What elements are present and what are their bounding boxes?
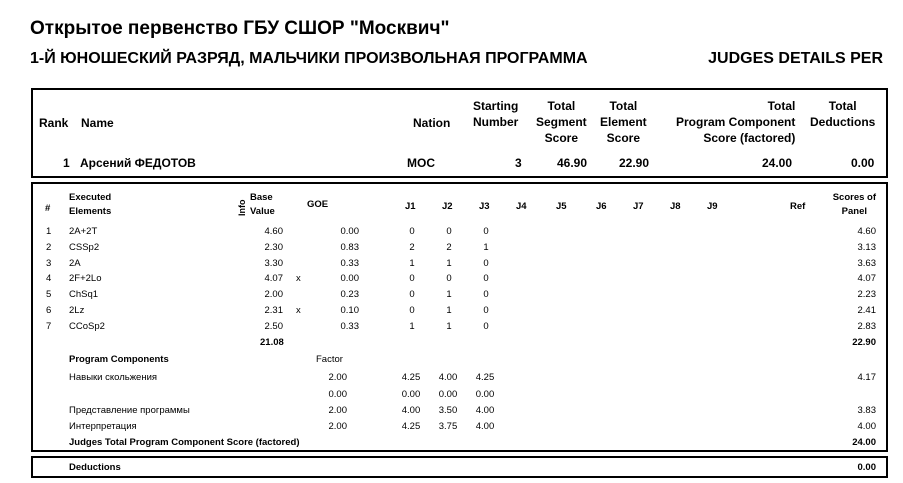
j9-header: J9 (707, 201, 718, 212)
j8-header: J8 (670, 201, 681, 212)
element-goe: 0.33 (340, 257, 359, 269)
element-base-value: 2.00 (264, 289, 283, 301)
element-base-value: 3.30 (264, 257, 283, 269)
total-pcs-header: Total Program Component Score (factored) (676, 99, 796, 145)
judge-2-score: 1 (446, 320, 452, 332)
element-panel-score: 2.23 (857, 289, 876, 301)
total-deductions-header: Total Deductions (810, 99, 876, 129)
component-factor: 2.00 (328, 421, 347, 432)
judge-1-score: 4.00 (401, 405, 421, 416)
element-goe: 0.00 (340, 226, 359, 237)
element-panel-score: 4.60 (857, 226, 876, 237)
event-title: Открытое первенство ГБУ СШОР "Москвич" (30, 18, 450, 39)
element-row (33, 242, 886, 258)
element-row (33, 273, 886, 289)
element-name: 2Lz (69, 305, 85, 316)
element-name: CCoSp2 (69, 320, 105, 332)
j3-header: J3 (479, 201, 490, 212)
element-goe: 0.23 (340, 289, 359, 301)
element-name: 2A (69, 257, 81, 269)
program-component-row (33, 372, 886, 388)
element-base-value: 2.50 (264, 320, 283, 332)
nation-header: Nation (413, 116, 451, 130)
j7-header: J7 (633, 201, 644, 212)
base-value-header: Base Value (250, 192, 275, 217)
skater-starting-number: 3 (515, 156, 522, 170)
judge-1-score: 0 (409, 273, 415, 285)
judge-3-score: 4.00 (475, 421, 495, 432)
elements-total-score: 22.90 (852, 337, 876, 348)
judge-2-score: 1 (446, 257, 452, 269)
judge-1-score: 4.25 (401, 421, 421, 432)
element-number: 1 (46, 226, 52, 237)
judge-2-score: 3.50 (438, 405, 458, 416)
judge-3-score: 0.00 (475, 389, 495, 400)
judge-1-score: 1 (409, 320, 415, 332)
element-row (33, 289, 886, 305)
skater-total-pcs: 24.00 (762, 156, 793, 170)
skater-rank: 1 (63, 156, 70, 170)
judge-3-score: 0 (483, 305, 489, 316)
ref-header: Ref (790, 201, 806, 212)
element-panel-score: 3.63 (857, 257, 876, 269)
pcs-total-label: Judges Total Program Component Score (factored) (69, 437, 300, 448)
program-component-row (33, 421, 886, 437)
element-base-value: 4.60 (264, 226, 283, 237)
judge-1-score: 1 (409, 257, 415, 269)
component-factor: 0.00 (328, 389, 347, 400)
element-goe: 0.83 (340, 241, 359, 253)
judge-2-score: 1 (446, 289, 452, 301)
element-base-value: 2.30 (264, 241, 283, 253)
component-panel-score: 4.17 (857, 372, 876, 383)
judge-2-score: 0.00 (438, 389, 458, 400)
element-info: x (296, 305, 301, 316)
element-goe: 0.10 (340, 305, 359, 316)
judge-2-score: 3.75 (438, 421, 458, 432)
judge-2-score: 1 (446, 305, 452, 316)
num-header: # (45, 203, 51, 214)
judge-3-score: 0 (483, 226, 489, 237)
element-row (33, 226, 886, 242)
deductions-box (31, 456, 888, 478)
judge-1-score: 2 (409, 241, 415, 253)
judge-1-score: 0 (409, 289, 415, 301)
skater-total-deductions: 0.00 (851, 156, 875, 170)
skater-total-segment: 46.90 (557, 156, 588, 170)
element-number: 4 (46, 273, 52, 285)
element-row (33, 321, 886, 337)
category-subtitle: 1-Й ЮНОШЕСКИЙ РАЗРЯД, МАЛЬЧИКИ ПРОИЗВОЛЬНАЯ ПРОГРАММА (30, 50, 588, 67)
element-number: 6 (46, 305, 52, 316)
element-name: ChSq1 (69, 289, 99, 301)
executed-elements-header: Executed Elements (69, 192, 112, 217)
judge-3-score: 4.00 (475, 405, 495, 416)
judge-2-score: 4.00 (438, 372, 458, 383)
judge-2-score: 2 (446, 241, 452, 253)
program-component-row (33, 389, 886, 405)
j5-header: J5 (556, 201, 567, 212)
component-name: Представление программы (69, 405, 190, 416)
j4-header: J4 (516, 201, 527, 212)
rank-header: Rank (39, 116, 69, 130)
summary-box (31, 88, 888, 178)
deductions-value: 0.00 (857, 462, 876, 473)
element-panel-score: 2.83 (857, 320, 876, 332)
element-name: CSSp2 (69, 241, 100, 253)
element-goe: 0.00 (340, 273, 359, 285)
element-row (33, 305, 886, 321)
j1-header: J1 (405, 201, 416, 212)
program-component-row (33, 405, 886, 421)
element-panel-score: 2.41 (857, 305, 876, 316)
judge-3-score: 4.25 (475, 372, 495, 383)
factor-label: Factor (316, 354, 343, 365)
judge-1-score: 0 (409, 305, 415, 316)
program-components-label: Program Components (69, 354, 169, 365)
pcs-total-score: 24.00 (852, 437, 876, 448)
skater-nation: MOC (407, 156, 435, 170)
component-factor: 2.00 (328, 405, 347, 416)
j6-header: J6 (596, 201, 607, 212)
judge-3-score: 0 (483, 273, 489, 285)
element-name: 2A+2T (69, 226, 98, 237)
component-name: Интерпретация (69, 421, 137, 432)
component-panel-score: 3.83 (857, 405, 876, 416)
scores-of-panel-header: Scores of Panel (832, 192, 876, 217)
judge-3-score: 0 (483, 257, 489, 269)
judge-1-score: 0.00 (401, 389, 421, 400)
element-number: 2 (46, 241, 52, 253)
element-number: 7 (46, 320, 52, 332)
element-number: 5 (46, 289, 52, 301)
elements-total-base: 21.08 (260, 337, 284, 348)
total-element-header: Total Element Score (600, 99, 647, 145)
deductions-label: Deductions (69, 462, 121, 473)
j2-header: J2 (442, 201, 453, 212)
element-row (33, 258, 886, 274)
judge-3-score: 0 (483, 320, 489, 332)
judge-3-score: 0 (483, 289, 489, 301)
element-name: 2F+2Lo (69, 273, 102, 285)
judge-1-score: 0 (409, 226, 415, 237)
element-base-value: 2.31 (264, 305, 283, 316)
element-panel-score: 4.07 (857, 273, 876, 285)
starting-number-header: Starting Number (473, 99, 519, 129)
details-box (31, 182, 888, 452)
judges-details-label: JUDGES DETAILS PER (708, 50, 883, 67)
element-number: 3 (46, 257, 52, 269)
element-panel-score: 3.13 (857, 241, 876, 253)
judge-2-score: 0 (446, 273, 452, 285)
info-header: Info (237, 199, 247, 216)
judge-1-score: 4.25 (401, 372, 421, 383)
total-segment-header: Total Segment Score (536, 99, 587, 145)
element-base-value: 4.07 (264, 273, 283, 285)
skater-total-element: 22.90 (619, 156, 650, 170)
judge-3-score: 1 (483, 241, 489, 253)
skater-name: Арсений ФЕДОТОВ (80, 156, 196, 170)
element-goe: 0.33 (340, 320, 359, 332)
component-name: Навыки скольжения (69, 372, 158, 383)
name-header: Name (81, 116, 114, 130)
component-factor: 2.00 (328, 372, 347, 383)
element-info: x (296, 273, 301, 285)
judge-2-score: 0 (446, 226, 452, 237)
goe-header: GOE (307, 199, 329, 210)
component-panel-score: 4.00 (857, 421, 876, 432)
